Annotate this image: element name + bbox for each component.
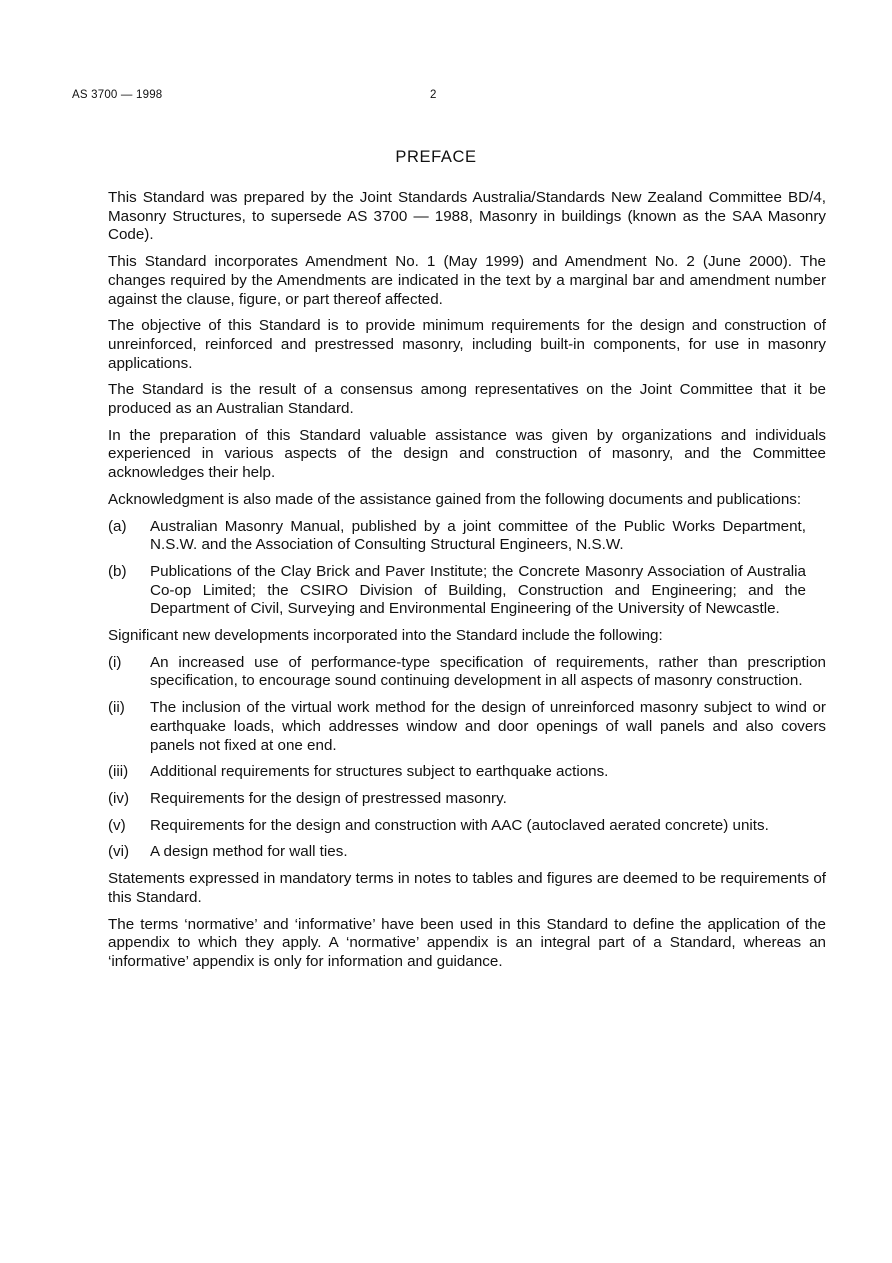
list-marker: (vi) [108, 843, 130, 861]
paragraph-consensus: The Standard is the result of a consensus among representatives on the Joint Committee that it be produced as an Australian Standard. [108, 381, 826, 418]
paragraph-developments-intro: Significant new developments incorporated into the Standard include the following: [108, 627, 663, 645]
list-text: A design method for wall ties. [150, 843, 348, 861]
running-head: AS 3700 — 1998 [72, 89, 163, 101]
development-item [108, 699, 826, 755]
list-text: An increased use of performance-type specification of requirements, rather than prescription specification, to encourage sound continuing development in all aspects of masonry construction. [150, 653, 826, 690]
paragraph-objective: The objective of this Standard is to provide minimum requirements for the design and construction of unreinforced, reinforced and prestressed masonry, including built-in components, for use in masonry applications. [108, 317, 826, 372]
page-title: PREFACE [395, 148, 477, 166]
list-marker: (v) [108, 816, 126, 834]
page-number: 2 [430, 89, 437, 101]
list-marker: (iii) [108, 763, 129, 781]
list-text: The inclusion of the virtual work method for the design of unreinforced masonry subject to wind or earthquake loads, which addresses window and door openings of wall panels and also covers panels not fixed at one end. [150, 699, 826, 754]
list-text: Requirements for the design and construction with AAC (autoclaved aerated concrete) units. [150, 816, 769, 834]
list-text: Additional requirements for structures subject to earthquake actions. [150, 763, 609, 781]
development-item [108, 790, 826, 809]
acknowledgment-item [108, 518, 826, 555]
list-marker: (i) [108, 653, 122, 671]
list-marker: (iv) [108, 789, 130, 807]
list-marker: (ii) [108, 699, 125, 717]
list-marker: (b) [108, 562, 127, 580]
development-item [108, 654, 826, 691]
development-item [108, 817, 826, 836]
acknowledgment-item [108, 563, 826, 619]
paragraph-supersede: This Standard was prepared by the Joint Standards Australia/Standards New Zealand Committee BD/4, Masonry Structures, to supersede AS 3700 — 1988, Masonry in buildings (known as the SAA Masonry Code). [108, 189, 826, 244]
preface-body [108, 189, 826, 980]
list-text: Requirements for the design of prestressed masonry. [150, 789, 507, 807]
development-item [108, 763, 826, 782]
paragraph-normative-informative: The terms ‘normative’ and ‘informative’ have been used in this Standard to define the application of the appendix to which they apply. A ‘normative’ appendix is an integral part of a Standard, whereas an ‘informative’ appendix is only for information and guidance. [108, 915, 826, 970]
paragraph-amendments: This Standard incorporates Amendment No. 1 (May 1999) and Amendment No. 2 (June 2000). The changes required by the Amendments are indicated in the text by a marginal bar and amendment number against the clause, figure, or part thereof affected. [108, 253, 826, 308]
list-text: Publications of the Clay Brick and Paver Institute; the Concrete Masonry Association of Australia Co-op Limited; the CSIRO Division of Building, Construction and Engineering; and the Department of Civil, Surveying and Environmental Engineering of the University of Newcastle. [150, 562, 806, 618]
paragraph-acknowledgment: Acknowledgment is also made of the assistance gained from the following documents and publications: [108, 490, 802, 508]
paragraph-mandatory-notes: Statements expressed in mandatory terms in notes to tables and figures are deemed to be requirements of this Standard. [108, 870, 826, 906]
list-marker: (a) [108, 517, 127, 535]
paragraph-assistance: In the preparation of this Standard valuable assistance was given by organizations and individuals experienced in various aspects of the design and construction of masonry, and the Committee acknowledges their help. [108, 426, 826, 482]
list-text: Australian Masonry Manual, published by a joint committee of the Public Works Department, N.S.W. and the Association of Consulting Structural Engineers, N.S.W. [150, 517, 806, 554]
development-item [108, 843, 826, 862]
